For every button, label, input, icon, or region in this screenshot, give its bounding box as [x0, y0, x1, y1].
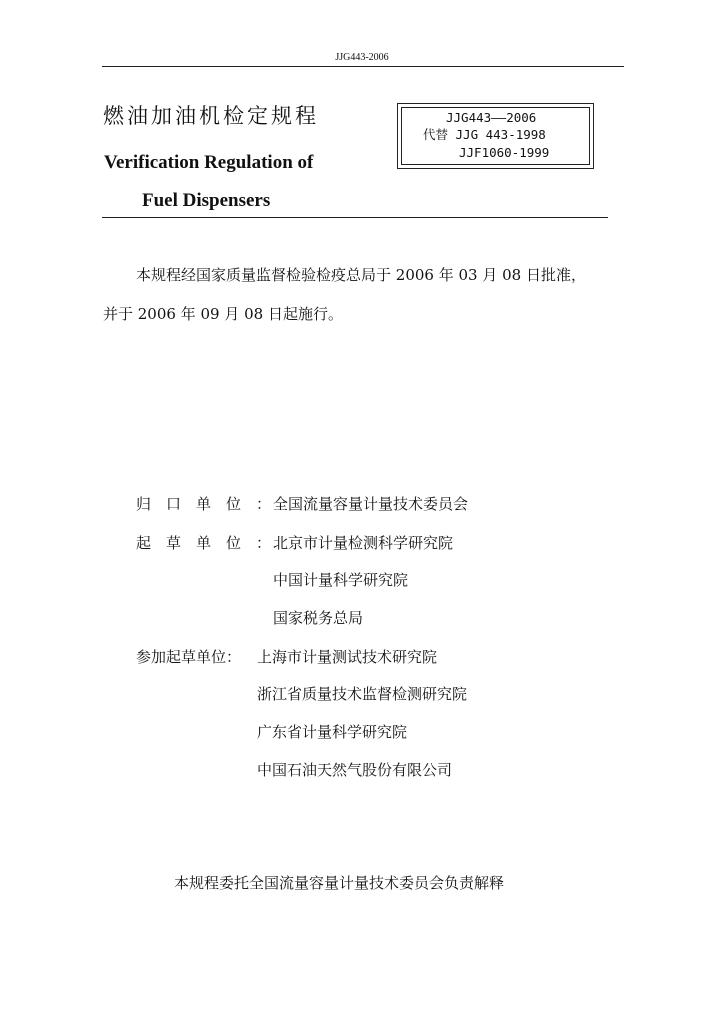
chinese-title: 燃油加油机检定规程 [103, 104, 319, 128]
participating-unit-3: 广东省计量科学研究院 [257, 723, 408, 741]
regulation-code: JJG443——2006 [446, 110, 537, 125]
approval-statement-line-1: 本规程经国家质量监督检验检疫总局于 2006 年 03 月 08 日批准， [136, 266, 586, 284]
header-divider [102, 66, 624, 67]
participating-unit-4: 中国石油天然气股份有限公司 [257, 761, 453, 779]
drafting-unit-label: 起草单位： [136, 534, 287, 552]
responsible-unit: 全国流量容量计量技术委员会 [273, 495, 469, 513]
drafting-unit-3: 国家税务总局 [273, 609, 364, 627]
title-divider [102, 217, 608, 218]
participating-unit-label: 参加起草单位： [136, 648, 242, 666]
interpretation-note: 本规程委托全国流量容量计量技术委员会负责解释 [174, 874, 505, 892]
replaces-code-2: JJF1060-1999 [459, 145, 550, 160]
running-header-code: JJG443-2006 [335, 52, 389, 63]
participating-unit-2: 浙江省质量技术监督检测研究院 [257, 685, 468, 703]
regulation-code-box [397, 103, 594, 169]
english-title-line-2: Fuel Dispensers [142, 190, 271, 211]
approval-statement-line-2: 并于 2006 年 09 月 08 日起施行。 [103, 305, 343, 323]
replaces-code-1: 代替 JJG 443-1998 [423, 127, 546, 142]
english-title-line-1: Verification Regulation of [104, 152, 314, 173]
drafting-unit-2: 中国计量科学研究院 [273, 571, 409, 589]
drafting-unit-1: 北京市计量检测科学研究院 [273, 534, 454, 552]
participating-unit-1: 上海市计量测试技术研究院 [257, 648, 438, 666]
responsible-unit-label: 归口单位： [136, 495, 287, 513]
